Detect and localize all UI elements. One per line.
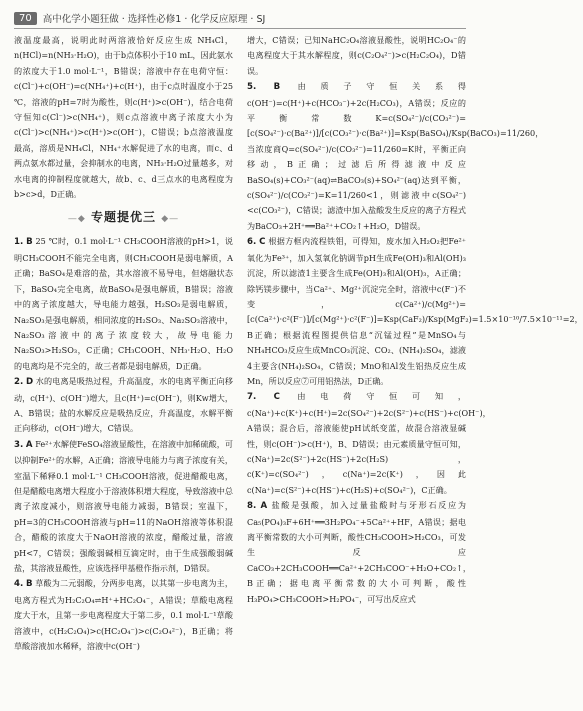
question-number: 8. bbox=[247, 501, 257, 512]
continued-paragraph: 液温度最高，说明此时两溶液恰好反应生成 NH₄Cl，n(HCl)=n(NH₃·H₂O)，由于b点体积小于10 mL，因此氨水的浓度大于1.0 mol·L⁻¹，B错误；溶液中存在电荷守恒：c(Cl⁻)+c(OH⁻)=c(NH₄⁺)+c(H⁺)，由于c点时温度小于25 ℃，溶液的pH=7时为酸性，则c(H⁺)>c(OH⁻)，结合电荷守恒知c(Cl⁻)>c(NH₄⁺)，则c点溶液中离子浓度大小为c(Cl⁻)>c(NH₄⁺)>c(H⁺)>c(OH⁻)，C错误；b点溶液温度最高，溶质是NH₄Cl，NH₄⁺水解促进了水的电离，而c、d两点氨水都过量，会抑制水的电离，NH₃·H₂O过量越多，对水电离的抑制程度就越大，故b、c、d三点水的电离程度为b>c>d，D正确。 bbox=[14, 35, 233, 200]
explanation-text: 盐酸是强酸，加入过量盐酸时与牙形石反应为Ca₅(PO₄)₃F+6H⁺══3H₂PO₄⁻+5Ca²⁺+HF，A错误；据电离平衡常数的大小可判断，酸性CH₃COOH>H₂CO₃，可发生反应CaCO₃+2CH₃COOH══Ca²⁺+2CH₃COO⁻+H₂O+CO₂↑，B正确；据电离平衡常数的大小可判断，酸性H₃PO₄>CH₃COOH>H₂PO₄⁻，可写出反应式 bbox=[247, 500, 471, 604]
continued-paragraph: 增大，C错误；已知NaHC₂O₄溶液显酸性，说明HC₂O₄⁻的电离程度大于其水解程度，则c(C₂O₄²⁻)>c(H₂C₂O₄)，D错误。 bbox=[247, 35, 466, 76]
answer-item bbox=[247, 498, 471, 607]
running-header-title: 高中化学小题狂做 · 选择性必修1 · 化学反应原理 · SJ bbox=[42, 14, 266, 25]
explanation-text: 水的电离是吸热过程，升高温度，水的电离平衡正向移动，c(H⁺)、c(OH⁻)增大，且c(H⁺)=c(OH⁻)，则Kw增大，A、B错误；盐的水解反应是吸热反应，升高温度，水解平衡正向移动，c(OH⁻)增大，C错误。 bbox=[14, 376, 233, 434]
answer-item bbox=[247, 234, 583, 389]
answer-letter: A bbox=[260, 501, 268, 512]
section-title-text: 专题提优三 bbox=[90, 210, 156, 225]
explanation-text: 根据方框内流程铁钼，可得知，废水加入H₂O₂把Fe²⁺氧化为Fe³⁺，加入氢氧化钠调节pH生成Fe(OH)₃和Al(OH)₃沉淀，所以滤渣1主要含生成Fe(OH)₃和Al(OH)₃，A正确；除钙镁步骤中，当Ca²⁺、Mg²⁺沉淀完全时，溶液中c(F⁻)不变，c(Ca²⁺)/c(Mg²⁺)=[c(Ca²⁺)·c²(F⁻)]/[c(Mg²⁺)·c²(F⁻)]=Ksp(CaF₂)/Ksp(MgF₂)=1.5×10⁻¹⁰/7.5×10⁻¹¹=2，B正确；根据流程图提供信息“沉锰过程”是MnSO₄与NH₄HCO₃反应生成MnCO₃沉淀、CO₂、(NH₄)₂SO₄，滤液4主要含(NH₄)₂SO₄，C错误；MnO和Al发生铝热反应生成Mn，所以反应⑦可用铝热法，D正确。 bbox=[247, 236, 583, 386]
answer-item bbox=[247, 389, 491, 498]
question-number: 6. bbox=[247, 237, 257, 248]
explanation-text: 由电荷守恒可知，c(Na⁺)+c(K⁺)+c(H⁺)=2c(SO₄²⁻)+2c(S²⁻)+c(HS⁻)+c(OH⁻)，A错误；混合后，溶液能使pH试纸变蓝，故混合溶液显碱性，则c(OH⁻)>c(H⁺)，B、D错误；由元素质量守恒可知，c(Na⁺)=2c(S²⁻)+2c(HS⁻)+2c(H₂S)，c(K⁺)=c(SO₄²⁻)，c(Na⁺)=2c(K⁺)，因此c(Na⁺)=c(S²⁻)+c(HS⁻)+c(H₂S)+c(SO₄²⁻)，C正确。 bbox=[247, 391, 491, 495]
answer-letter: D bbox=[25, 377, 34, 388]
answer-item bbox=[14, 374, 233, 437]
explanation-text: 25 ℃时，0.1 mol·L⁻¹ CH₃COOH溶液的pH>1，说明CH₃COOH不能完全电离，则CH₃COOH是弱电解质，A正确；BaSO₄是难溶的盐，其水溶液不易导电，但熔融状态下，BaSO₄完全电离，故BaSO₄是强电解质，B错误；溶液中的离子浓度越大，导电能力越强，H₂SO₃是弱电解质，Na₂SO₃是强电解质，相同浓度的H₂SO₃、Na₂SO₃溶液中，Na₂SO₃溶液中的离子浓度较大，故导电能力Na₂SO₃>H₂SO₃，C正确；CH₃COOH、NH₃·H₂O、H₂O的电离均是不完全的，故三者都是弱电解质，D正确。 bbox=[14, 236, 234, 371]
question-number: 5. bbox=[247, 82, 257, 93]
ornament-right-icon: ◆— bbox=[161, 214, 180, 225]
section-title bbox=[14, 208, 233, 228]
answer-letter: A bbox=[25, 439, 33, 450]
question-number: 1. bbox=[14, 237, 24, 248]
explanation-text: 草酸为二元弱酸，分两步电离，以其第一步电离为主，电离方程式为H₂C₂O₄⇌H⁺+HC₂O₄⁻，A错误；草酸电离程度大于水，且第一步电离程度大于第二步，0.1 mol·L⁻¹草酸溶液中，c(H₂C₂O₄)>c(HC₂O₄⁻)>c(C₂O₄²⁻)，B正确；将草酸溶液加水稀释，溶液中c(OH⁻) bbox=[14, 578, 233, 652]
page-number: 70 bbox=[14, 12, 37, 25]
answer-letter: C bbox=[273, 392, 280, 403]
answer-letter: B bbox=[273, 82, 281, 93]
question-number: 2. bbox=[14, 377, 24, 388]
question-number: 7. bbox=[247, 392, 257, 403]
answer-item bbox=[247, 79, 544, 234]
answer-letter: C bbox=[259, 237, 266, 248]
answer-letter: B bbox=[25, 579, 33, 590]
question-number: 4. bbox=[14, 579, 24, 590]
page-header bbox=[14, 8, 466, 28]
answer-item bbox=[14, 234, 233, 374]
explanation-text: Fe²⁺水解使FeSO₄溶液显酸性，在溶液中加稀硫酸，可以抑制Fe²⁺的水解，A正确；溶液导电能力与离子浓度有关，室温下稀释0.1 mol·L⁻¹ CH₃COOH溶液，促进醋酸电离，但是醋酸电离增大程度小于溶液体积增大程度，导致溶液中总离子浓度减小，则溶液导电能力减弱，B错误；室温下，pH=3的CH₃COOH溶液与pH=11的NaOH溶液等体积混合，醋酸的浓度大于NaOH溶液的浓度，醋酸过量，溶液pH<7，C错误；强酸弱碱相互滴定时，由于生成强酸弱碱盐，其溶液显酸性，应该选择甲基橙作指示剂，D错误。 bbox=[14, 438, 234, 573]
answer-letter: B bbox=[26, 237, 33, 248]
header-divider bbox=[14, 28, 466, 29]
question-number: 3. bbox=[14, 439, 24, 450]
left-column bbox=[14, 33, 233, 703]
answer-item bbox=[14, 576, 233, 654]
right-column bbox=[247, 33, 583, 703]
explanation-text: 由质子守恒关系得c(OH⁻)=c(H⁺)+c(HCO₃⁻)+2c(H₂CO₃)，A错误；反应的平衡常数K=c(SO₄²⁻)/c(CO₃²⁻)=[c(SO₄²⁻)·c(Ba²⁺)]/[c(CO₃²⁻)·c(Ba²⁺)]=Ksp(BaSO₄)/Ksp(BaCO₃)=11/260，当浓度商Q=c(SO₄²⁻)/c(CO₃²⁻)=11/260=K时，平衡正向移动，B正确；过滤后所得滤液中反应BaSO₄(s)+CO₃²⁻(aq)⇌BaCO₃(s)+SO₄²⁻(aq)达到平衡，c(SO₄²⁻)/c(CO₃²⁻)=K=11/260<1，则滤液中c(SO₄²⁻)<c(CO₃²⁻)，C错误；滤渣中加入盐酸发生反应的离子方程式为BaCO₃+2H⁺══Ba²⁺+CO₂↑+H₂O，D错误。 bbox=[247, 81, 544, 231]
answer-item bbox=[14, 437, 233, 577]
ornament-left-icon: —◆ bbox=[67, 214, 86, 225]
